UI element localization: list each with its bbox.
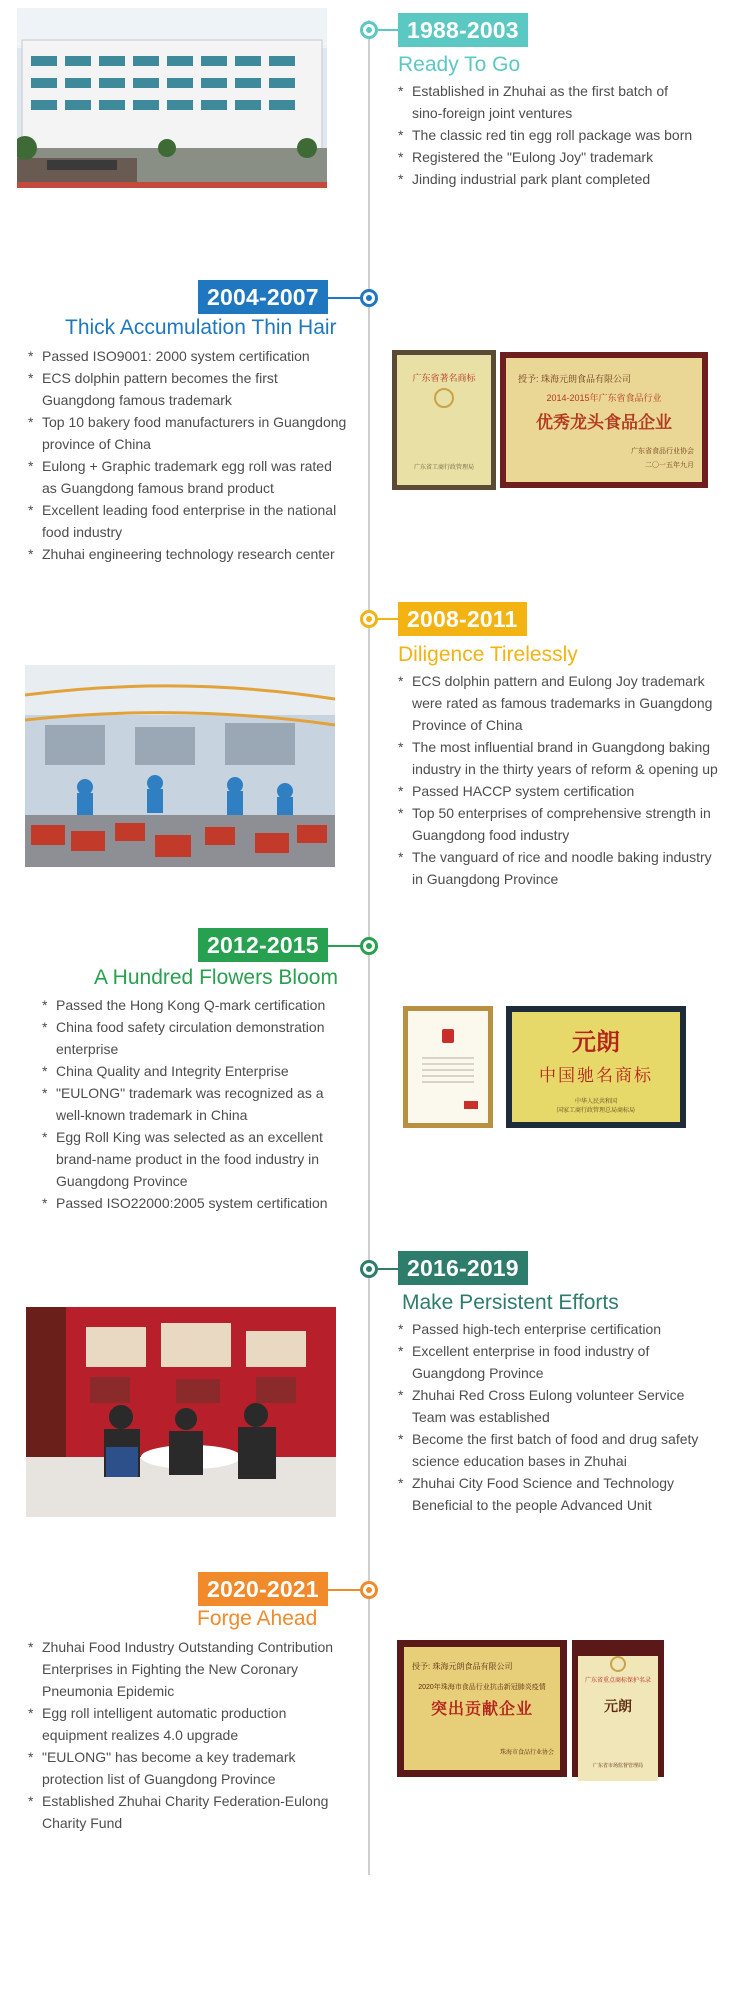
plaque-line: 授予: 珠海元朗食品有限公司 [518,374,632,384]
milestone-item: * Passed HACCP system certification [398,780,718,802]
plaque-line: 珠海市食品行业协会 [499,1750,554,1756]
milestone-item: * Zhuhai engineering technology research center [28,543,348,565]
key-trademark-protection-plaque [572,1640,664,1777]
milestone-item: * Passed the Hong Kong Q-mark certification [42,994,342,1016]
timeline-dot-2020 [360,1581,378,1599]
plaque-line: 中国驰名商标 [539,1066,653,1085]
certificate-text-lines [422,1057,474,1087]
section-subtitle-2004: Thick Accumulation Thin Hair [65,316,337,339]
well-known-trademark-plaque [506,1006,686,1128]
plaque-title: 广东省著名商标 [412,373,476,383]
plaque-line: 广东省重点商标保护名录 [584,1678,651,1684]
year-badge-2008: 2008-2011 [398,602,527,636]
section-subtitle-2012: A Hundred Flowers Bloom [94,966,338,989]
plaque-line: 广东省市场监督管理局 [592,1763,643,1769]
trademark-certificate-plaque [392,350,496,490]
timeline-dot-1988 [360,21,378,39]
milestone-item: * Top 50 enterprises of comprehensive strength in Guangdong food industry [398,802,718,846]
milestone-item: * Egg Roll King was selected as an excellent brand-name product in the food industry in Guangdong Province [42,1126,342,1192]
connector-2020 [325,1589,361,1591]
plaque-footer: 广东省工商行政管理局 [413,465,474,471]
contribution-enterprise-plaque [397,1640,567,1777]
milestone-item: * Established Zhuhai Charity Federation-Eulong Charity Fund [28,1790,348,1834]
milestone-item: * "EULONG" has become a key trademark protection list of Guangdong Province [28,1746,348,1790]
milestone-item: * Eulong + Graphic trademark egg roll was rated as Guangdong famous brand product [28,455,348,499]
certificate-footer-mark [464,1101,478,1109]
timeline-dot-2016 [360,1260,378,1278]
plaque-line: 授予: 珠海元朗食品有限公司 [412,1662,513,1671]
timeline-dot-2004 [360,289,378,307]
milestone-item: * ECS dolphin pattern and Eulong Joy trademark were rated as famous trademarks in Guangdong Province of China [398,670,718,736]
connector-2008 [378,618,398,620]
leading-enterprise-plaque [500,352,708,488]
plaque-line: 二〇一五年九月 [645,462,694,469]
milestone-item: * China Quality and Integrity Enterprise [42,1060,342,1082]
year-badge-2020: 2020-2021 [198,1572,328,1606]
milestone-item: * Zhuhai City Food Science and Technology Beneficial to the people Advanced Unit [398,1472,718,1516]
q-mark-certificate [403,1006,493,1128]
milestone-item: * Egg roll intelligent automatic production equipment realizes 4.0 upgrade [28,1702,348,1746]
year-badge-2012: 2012-2015 [198,928,328,962]
milestone-item: * Jinding industrial park plant completed [398,168,698,190]
milestone-item: * Passed ISO9001: 2000 system certification [28,345,348,367]
milestone-item: * ECS dolphin pattern becomes the first Guangdong famous trademark [28,367,348,411]
milestone-item: * Excellent leading food enterprise in the national food industry [28,499,348,543]
milestone-item: * Passed ISO22000:2005 system certification [42,1192,342,1214]
milestone-item: * Zhuhai Food Industry Outstanding Contribution Enterprises in Fighting the New Coronary Pneumonia Epidemic [28,1636,348,1702]
year-badge-2016: 2016-2019 [398,1251,528,1285]
milestone-item: * The vanguard of rice and noodle baking industry in Guangdong Province [398,846,718,890]
milestone-item: * Excellent enterprise in food industry of Guangdong Province [398,1340,718,1384]
plaque-line: 突出贡献企业 [430,1701,533,1718]
certificate-seal-icon [442,1029,454,1043]
milestone-list-2008 [398,670,718,890]
plaque-line: 优秀龙头食品企业 [536,413,672,432]
section-subtitle-2016: Make Persistent Efforts [402,1291,619,1314]
plaque-emblem-icon [610,1656,626,1672]
plaque-brand: 元朗 [604,1698,632,1714]
production-line-photo [25,665,335,867]
milestone-item: * Become the first batch of food and drug safety science education bases in Zhuhai [398,1428,718,1472]
plaque-line: 广东省食品行业协会 [631,448,694,455]
timeline-dot-2012 [360,937,378,955]
section-subtitle-2008: Diligence Tirelessly [398,643,578,666]
milestone-item: * The most influential brand in Guangdong baking industry in the thirty years of reform & opening up [398,736,718,780]
exhibition-booth-photo [26,1307,336,1517]
milestone-item: * Top 10 bakery food manufacturers in Guangdong province of China [28,411,348,455]
section-subtitle-1988: Ready To Go [398,53,521,76]
milestone-list-2020 [28,1636,348,1834]
plaque-brand: 元朗 [572,1029,620,1056]
milestone-item: * "EULONG" trademark was recognized as a well-known trademark in China [42,1082,342,1126]
section-subtitle-2020: Forge Ahead [197,1607,318,1630]
connector-2012 [325,945,361,947]
plaque-line: 2020年珠海市食品行业抗击新冠肺炎疫情 [418,1684,546,1691]
milestone-item: * Zhuhai Red Cross Eulong volunteer Service Team was established [398,1384,718,1428]
milestone-item: * Registered the "Eulong Joy" trademark [398,146,698,168]
factory-building-photo [17,8,327,188]
plaque-line: 国家工商行政管理总局商标局 [556,1108,635,1114]
plaque-line: 2014-2015年广东省食品行业 [546,393,662,403]
plaque-line: 中华人民共和国 [574,1099,617,1105]
milestone-list-2004 [28,345,348,565]
milestone-item: * The classic red tin egg roll package was born [398,124,698,146]
year-badge-1988: 1988-2003 [398,13,528,47]
milestone-item: * China food safety circulation demonstration enterprise [42,1016,342,1060]
connector-1988 [378,29,398,31]
timeline-dot-2008 [360,610,378,628]
connector-2016 [378,1268,398,1270]
plaque-emblem-icon [434,388,454,408]
connector-2004 [325,297,361,299]
milestone-list-2016 [398,1318,718,1516]
milestone-list-1988 [398,80,698,190]
milestone-list-2012 [42,994,342,1214]
milestone-item: * Established in Zhuhai as the first batch of sino-foreign joint ventures [398,80,698,124]
year-badge-2004: 2004-2007 [198,280,328,314]
milestone-item: * Passed high-tech enterprise certification [398,1318,718,1340]
